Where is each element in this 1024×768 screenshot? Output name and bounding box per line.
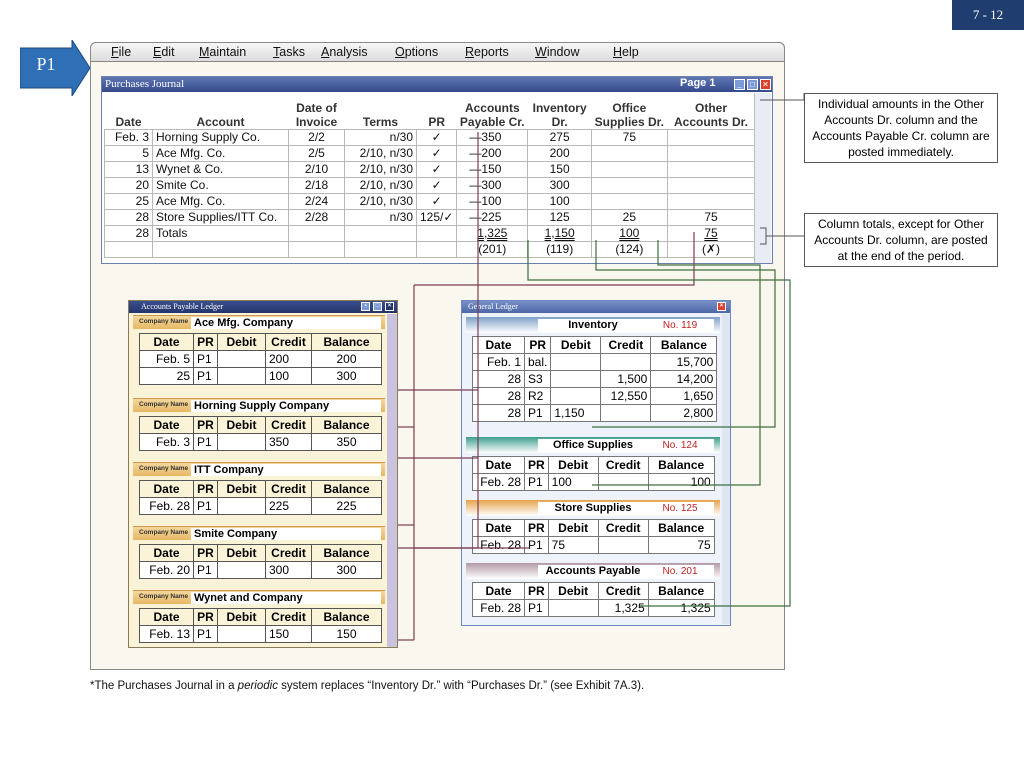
cell-invoice: 2/24: [289, 193, 345, 209]
ledger-cell: 300: [312, 562, 382, 579]
ledger-cell: 300: [312, 368, 382, 385]
ledger-cell: [218, 368, 266, 385]
gl-cell: 1,325: [648, 600, 714, 617]
ledger-cell: 100: [266, 368, 312, 385]
gl-col-header: Debit: [548, 583, 598, 600]
page-indicator: Page 1: [680, 77, 716, 89]
gl-col-header: Date: [473, 457, 525, 474]
gl-account-header: [466, 317, 720, 333]
gl-cell: 100: [548, 474, 598, 491]
close-icon[interactable]: ✕: [718, 303, 725, 309]
cell-account: Ace Mfg. Co.: [153, 145, 289, 161]
ledger-col-header: Balance: [312, 417, 382, 434]
gl-title: General Ledger: [468, 302, 518, 311]
ledger-cell: 200: [266, 351, 312, 368]
menu-file[interactable]: File: [111, 45, 132, 59]
cell-pr: ✓: [417, 193, 457, 209]
ledger-row: [140, 434, 382, 451]
total-cell: 100: [592, 225, 667, 241]
menu-tasks[interactable]: Tasks: [273, 45, 305, 59]
gl-row: [473, 405, 717, 422]
ap-account-header: [133, 315, 385, 329]
cell-terms: n/30: [345, 129, 417, 145]
gl-cell: [551, 371, 601, 388]
gl-account-table: [472, 456, 715, 491]
cell-terms: 2/10, n/30: [345, 177, 417, 193]
ledger-col-header: Balance: [312, 481, 382, 498]
cell-terms: 2/10, n/30: [345, 161, 417, 177]
cell-invoice: 2/28: [289, 209, 345, 225]
cell-account: Horning Supply Co.: [153, 129, 289, 145]
gl-col-header: Balance: [648, 583, 714, 600]
posting-ref: [417, 241, 457, 257]
note-column-totals: Column totals, except for Other Accounts Dr. column, are posted at the end of the period.: [804, 213, 998, 267]
gl-account-number: No. 125: [646, 502, 714, 515]
menu-help[interactable]: Help: [613, 45, 639, 59]
journal-row[interactable]: [105, 145, 756, 161]
col-header-inventory: Inventory Dr.: [532, 100, 587, 129]
ledger-cell: P1: [194, 562, 218, 579]
gl-cell: 12,550: [601, 388, 651, 405]
gl-account-number: No. 201: [646, 565, 714, 578]
ledger-col-header: Debit: [218, 609, 266, 626]
cell-pr: ✓: [417, 177, 457, 193]
close-icon[interactable]: ✕: [386, 303, 393, 309]
posting-ref: [153, 241, 289, 257]
cell-invoice: 2/10: [289, 161, 345, 177]
cell-invoice: 2/2: [289, 129, 345, 145]
cell-pr: 125/✓: [417, 209, 457, 225]
cell-account: Store Supplies/ITT Co.: [153, 209, 289, 225]
cell-terms: n/30: [345, 209, 417, 225]
ledger-cell: Feb. 13: [140, 626, 194, 643]
total-cell: [289, 225, 345, 241]
ledger-col-header: PR: [194, 545, 218, 562]
gl-account-name: Office Supplies: [538, 439, 648, 452]
ap-account-header: [133, 398, 385, 412]
ledger-cell: P1: [194, 434, 218, 451]
cell-pr: ✓: [417, 129, 457, 145]
ledger-col-header: Date: [140, 609, 194, 626]
vertical-scrollbar[interactable]: [722, 314, 730, 624]
window-title: Purchases Journal: [105, 78, 185, 90]
ap-account-table: [139, 544, 382, 579]
cell-date: 13: [105, 161, 153, 177]
gl-col-header: Credit: [598, 520, 648, 537]
ap-account-table: [139, 416, 382, 451]
gl-cell: Feb. 28: [473, 600, 525, 617]
purchases-journal-titlebar: [102, 77, 772, 92]
company-name: Ace Mfg. Company: [191, 317, 381, 329]
ledger-col-header: Debit: [218, 481, 266, 498]
p1-arrow-tag: [20, 40, 92, 96]
cell-inv: 100: [528, 193, 592, 209]
slide-number: 7 - 12: [952, 0, 1024, 30]
tag-label: P1: [36, 54, 56, 74]
ledger-cell: 300: [266, 562, 312, 579]
total-cell: [345, 225, 417, 241]
ap-account-header: [133, 590, 385, 604]
ledger-cell: 150: [312, 626, 382, 643]
cell-office: [592, 193, 667, 209]
gl-account-header: [466, 500, 720, 516]
totals-row: [105, 225, 756, 241]
cell-other: [667, 193, 755, 209]
company-name: Smite Company: [191, 528, 381, 540]
journal-row[interactable]: [105, 209, 756, 225]
cell-inv: 275: [528, 129, 592, 145]
gl-account-number: No. 119: [646, 319, 714, 332]
cell-invoice: 2/18: [289, 177, 345, 193]
posting-ref: [345, 241, 417, 257]
gl-row: [473, 537, 715, 554]
posting-ref-row: [105, 241, 756, 257]
ledger-cell: 350: [266, 434, 312, 451]
ledger-cell: 25: [140, 368, 194, 385]
gl-col-header: PR: [525, 457, 549, 474]
cell-ap: —225: [457, 209, 528, 225]
gl-cell: P1: [525, 405, 551, 422]
col-header-date-of-invoice: Date of Invoice: [295, 100, 338, 129]
total-cell: 1,325: [457, 225, 528, 241]
cell-office: [592, 161, 667, 177]
cell-date: 28: [105, 209, 153, 225]
ap-account-table: [139, 608, 382, 643]
gl-cell: bal.: [525, 354, 551, 371]
gl-account-header: [466, 437, 720, 453]
gl-account-table: [472, 519, 715, 554]
company-name: Wynet and Company: [191, 592, 381, 604]
ledger-cell: Feb. 3: [140, 434, 194, 451]
note-individual-posting: Individual amounts in the Other Accounts Dr. column and the Accounts Payable Cr. column are posted immediately.: [804, 93, 998, 163]
ledger-col-header: PR: [194, 481, 218, 498]
gl-col-header: Debit: [548, 520, 598, 537]
col-header-pr: PR: [428, 114, 446, 129]
ledger-col-header: Debit: [218, 545, 266, 562]
gl-col-header: Date: [473, 583, 525, 600]
gl-col-header: Balance: [648, 520, 714, 537]
gl-account-table: [472, 336, 717, 422]
cell-account: Ace Mfg. Co.: [153, 193, 289, 209]
posting-ref: (119): [528, 241, 592, 257]
gl-cell: 75: [548, 537, 598, 554]
journal-row[interactable]: [105, 177, 756, 193]
gl-col-header: Credit: [598, 457, 648, 474]
col-header-terms: Terms: [362, 114, 399, 129]
ledger-col-header: Date: [140, 417, 194, 434]
gl-row: [473, 474, 715, 491]
gl-account-number: No. 124: [646, 439, 714, 452]
menu-window[interactable]: Window: [535, 45, 580, 59]
col-header-account: Account: [196, 114, 245, 129]
cell-inv: 200: [528, 145, 592, 161]
ledger-cell: 150: [266, 626, 312, 643]
gl-row: [473, 371, 717, 388]
gl-cell: [598, 537, 648, 554]
company-name-label: Company Name: [139, 593, 189, 600]
cell-ap: —300: [457, 177, 528, 193]
gl-col-header: Date: [473, 520, 525, 537]
posting-ref: (124): [592, 241, 667, 257]
cell-other: 75: [667, 209, 755, 225]
cell-pr: ✓: [417, 161, 457, 177]
gl-cell: 28: [473, 388, 525, 405]
ledger-row: [140, 368, 382, 385]
gl-cell: 75: [648, 537, 714, 554]
ap-account-table: [139, 333, 382, 385]
menu-bar: [90, 42, 785, 62]
col-header-other-accounts: Other Accounts Dr.: [673, 100, 748, 129]
menu-options[interactable]: Options: [395, 45, 439, 59]
journal-row[interactable]: [105, 161, 756, 177]
cell-other: [667, 177, 755, 193]
cell-inv: 150: [528, 161, 592, 177]
ledger-col-header: Credit: [266, 545, 312, 562]
total-cell: [417, 225, 457, 241]
ledger-cell: Feb. 20: [140, 562, 194, 579]
gl-account-header: [466, 563, 720, 579]
ledger-col-header: Credit: [266, 417, 312, 434]
gl-col-header: Debit: [548, 457, 598, 474]
ledger-cell: P1: [194, 351, 218, 368]
general-ledger-window: [461, 300, 731, 626]
gl-col-header: PR: [525, 337, 551, 354]
gl-cell: [551, 388, 601, 405]
posting-ref: [289, 241, 345, 257]
gl-row: [473, 600, 715, 617]
gl-cell: P1: [525, 600, 549, 617]
cell-terms: 2/10, n/30: [345, 145, 417, 161]
journal-row[interactable]: [105, 193, 756, 209]
menu-edit[interactable]: Edit: [153, 45, 175, 59]
cell-inv: 125: [528, 209, 592, 225]
gl-cell: R2: [525, 388, 551, 405]
ledger-cell: 225: [266, 498, 312, 515]
purchases-journal-window: [101, 76, 773, 264]
gl-col-header: Credit: [601, 337, 651, 354]
menu-reports[interactable]: Reports: [465, 45, 509, 59]
vertical-scrollbar[interactable]: [387, 314, 397, 647]
restore-icon[interactable]: □: [747, 79, 758, 90]
journal-row[interactable]: [105, 129, 756, 145]
ledger-cell: P1: [194, 498, 218, 515]
ledger-cell: Feb. 5: [140, 351, 194, 368]
company-name-label: Company Name: [139, 401, 189, 408]
purchases-journal-table: [104, 95, 756, 258]
ledger-cell: [218, 498, 266, 515]
posting-ref: (201): [457, 241, 528, 257]
gl-cell: 1,650: [651, 388, 717, 405]
cell-ap: —150: [457, 161, 528, 177]
gl-cell: P1: [525, 537, 549, 554]
cell-date: 20: [105, 177, 153, 193]
footnote: *The Purchases Journal in a periodic system replaces “Inventory Dr.” with “Purchases Dr.” (see Exhibit 7A.3).: [90, 680, 645, 692]
menu-maintain[interactable]: Maintain: [199, 45, 247, 59]
ledger-row: [140, 562, 382, 579]
cell-ap: —350: [457, 129, 528, 145]
ledger-cell: 200: [312, 351, 382, 368]
cell-other: [667, 161, 755, 177]
gl-row: [473, 388, 717, 405]
ledger-col-header: PR: [194, 609, 218, 626]
vertical-scrollbar[interactable]: [754, 93, 771, 263]
cell-ap: —100: [457, 193, 528, 209]
gl-cell: P1: [525, 474, 549, 491]
ledger-cell: Feb. 28: [140, 498, 194, 515]
col-header-accounts-payable: Accounts Payable Cr.: [459, 100, 525, 129]
gl-col-header: PR: [525, 583, 549, 600]
gl-cell: S3: [525, 371, 551, 388]
gl-account-name: Inventory: [538, 319, 648, 332]
gl-cell: 1,500: [601, 371, 651, 388]
ap-account-table: [139, 480, 382, 515]
ledger-cell: P1: [194, 626, 218, 643]
gl-cell: 2,800: [651, 405, 717, 422]
total-cell: 28: [105, 225, 153, 241]
cell-office: 25: [592, 209, 667, 225]
gl-cell: [598, 474, 648, 491]
posting-ref: (✗): [667, 241, 755, 257]
cell-account: Smite Co.: [153, 177, 289, 193]
ledger-col-header: Balance: [312, 609, 382, 626]
ledger-col-header: Balance: [312, 545, 382, 562]
total-cell: 75: [667, 225, 755, 241]
ledger-col-header: Balance: [312, 334, 382, 351]
gl-col-header: PR: [525, 520, 549, 537]
gl-cell: Feb. 28: [473, 474, 525, 491]
gl-cell: [551, 354, 601, 371]
ledger-cell: [218, 562, 266, 579]
company-name-label: Company Name: [139, 529, 189, 536]
gl-account-table: [472, 582, 715, 617]
ledger-col-header: PR: [194, 334, 218, 351]
ap-account-header: [133, 526, 385, 540]
ledger-cell: [218, 626, 266, 643]
posting-ref: [105, 241, 153, 257]
accounts-payable-ledger-window: [128, 300, 398, 648]
gl-account-name: Store Supplies: [538, 502, 648, 515]
ledger-col-header: PR: [194, 417, 218, 434]
ledger-row: [140, 626, 382, 643]
gl-cell: 1,325: [598, 600, 648, 617]
gl-col-header: Debit: [551, 337, 601, 354]
cell-office: [592, 177, 667, 193]
company-name: ITT Company: [191, 464, 381, 476]
ledger-col-header: Credit: [266, 481, 312, 498]
ledger-cell: P1: [194, 368, 218, 385]
company-name-label: Company Name: [139, 318, 189, 325]
cell-other: [667, 129, 755, 145]
cell-terms: 2/10, n/30: [345, 193, 417, 209]
cell-date: 25: [105, 193, 153, 209]
gl-cell: Feb. 28: [473, 537, 525, 554]
gl-col-header: Credit: [598, 583, 648, 600]
cell-account: Wynet & Co.: [153, 161, 289, 177]
gl-account-name: Accounts Payable: [538, 565, 648, 578]
cell-date: Feb. 3: [105, 129, 153, 145]
cell-office: [592, 145, 667, 161]
gl-cell: [601, 405, 651, 422]
cell-date: 5: [105, 145, 153, 161]
gl-cell: 100: [648, 474, 714, 491]
ledger-cell: 225: [312, 498, 382, 515]
col-header-date: Date: [115, 114, 142, 129]
menu-analysis[interactable]: Analysis: [321, 45, 368, 59]
cell-pr: ✓: [417, 145, 457, 161]
gl-cell: 1,150: [551, 405, 601, 422]
ledger-cell: [218, 351, 266, 368]
gl-cell: 28: [473, 405, 525, 422]
ap-ledger-title: Accounts Payable Ledger: [141, 302, 224, 311]
ledger-col-header: Debit: [218, 334, 266, 351]
ledger-col-header: Credit: [266, 609, 312, 626]
cell-ap: —200: [457, 145, 528, 161]
ledger-cell: 350: [312, 434, 382, 451]
ledger-col-header: Date: [140, 481, 194, 498]
gl-cell: 14,200: [651, 371, 717, 388]
cell-office: 75: [592, 129, 667, 145]
minimize-icon[interactable]: ▪: [361, 302, 370, 311]
close-icon[interactable]: ✕: [760, 79, 771, 90]
ledger-col-header: Credit: [266, 334, 312, 351]
gl-cell: [601, 354, 651, 371]
gl-row: [473, 354, 717, 371]
gl-col-header: Balance: [648, 457, 714, 474]
total-cell: 1,150: [528, 225, 592, 241]
ledger-col-header: Date: [140, 545, 194, 562]
gl-cell: 28: [473, 371, 525, 388]
cell-invoice: 2/5: [289, 145, 345, 161]
gl-cell: Feb. 1: [473, 354, 525, 371]
ledger-col-header: Debit: [218, 417, 266, 434]
restore-icon[interactable]: □: [373, 302, 382, 311]
total-cell: Totals: [153, 225, 289, 241]
company-name-label: Company Name: [139, 465, 189, 472]
ledger-cell: [218, 434, 266, 451]
gl-col-header: Balance: [651, 337, 717, 354]
cell-other: [667, 145, 755, 161]
minimize-icon[interactable]: _: [734, 79, 745, 90]
gl-col-header: Date: [473, 337, 525, 354]
ledger-row: [140, 351, 382, 368]
ledger-row: [140, 498, 382, 515]
gl-cell: [548, 600, 598, 617]
cell-inv: 300: [528, 177, 592, 193]
company-name: Horning Supply Company: [191, 400, 381, 412]
gl-cell: 15,700: [651, 354, 717, 371]
ap-account-header: [133, 462, 385, 476]
col-header-office-supplies: Office Supplies Dr.: [594, 100, 664, 129]
ledger-col-header: Date: [140, 334, 194, 351]
